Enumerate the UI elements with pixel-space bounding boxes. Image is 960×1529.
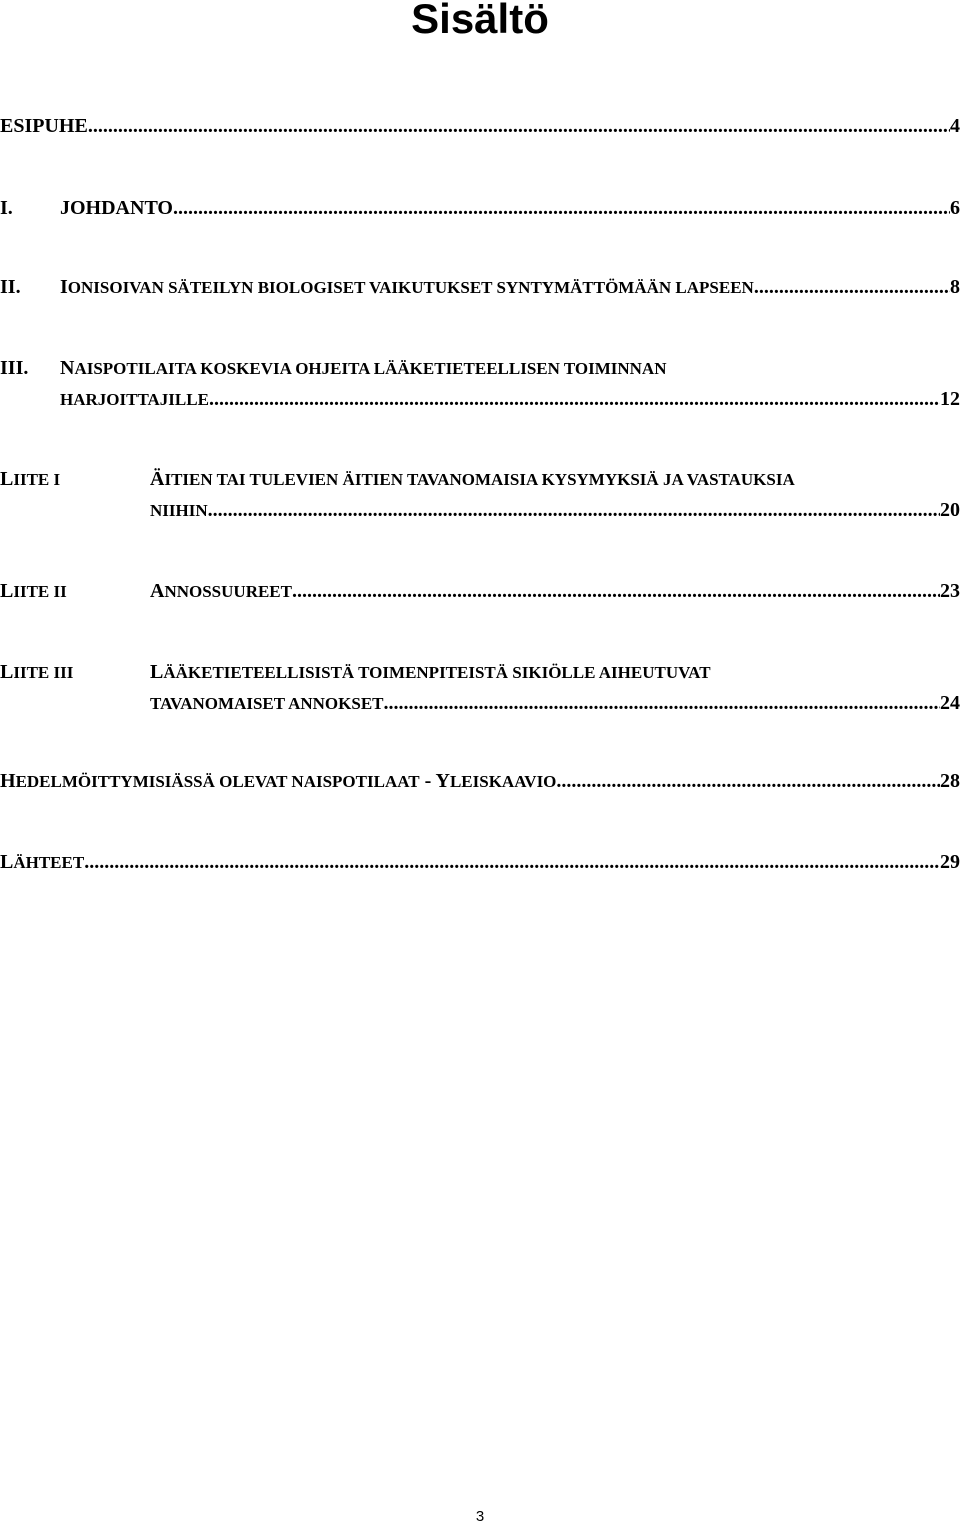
toc-label-initial: L bbox=[0, 661, 14, 683]
toc-text-initial: A bbox=[150, 580, 165, 602]
toc-label-rest: IITE II bbox=[13, 582, 67, 601]
page-number-footer: 3 bbox=[475, 1508, 485, 1525]
toc-entry-johdanto[interactable] bbox=[0, 194, 960, 222]
toc-text: JOHDANTO bbox=[60, 197, 173, 219]
toc-text-initial: L bbox=[0, 851, 14, 873]
toc-text-line2: NIIHIN bbox=[150, 501, 208, 520]
toc-text-initial: Ä bbox=[150, 468, 165, 490]
toc-text bbox=[60, 273, 754, 302]
toc-page-number: 20 bbox=[940, 499, 960, 521]
toc-chapter-number: II. bbox=[0, 276, 21, 298]
toc-entry-lahteet[interactable] bbox=[0, 848, 960, 877]
toc-leader-dots bbox=[173, 194, 950, 222]
toc-entry-ionisoivan[interactable] bbox=[0, 273, 960, 302]
toc-page-number: 24 bbox=[940, 692, 960, 714]
toc-text bbox=[0, 848, 84, 877]
toc-text bbox=[150, 465, 795, 494]
toc-text-rest: ÄHTEET bbox=[13, 853, 85, 872]
toc-text-initial: H bbox=[0, 770, 16, 792]
toc-page-number: 12 bbox=[940, 388, 960, 410]
toc-text-rest: ITIEN TAI TULEVIEN ÄITIEN TAVANOMAISIA KYSYMYKSIÄ JA VASTAUKSIA bbox=[164, 470, 795, 489]
toc-leader-dots bbox=[556, 767, 940, 795]
toc-chapter-number: III. bbox=[0, 357, 29, 379]
toc-leader-dots bbox=[209, 385, 940, 413]
toc-label-initial: L bbox=[0, 580, 14, 602]
toc-label-initial: L bbox=[0, 468, 14, 490]
toc-entry-liite-3[interactable] bbox=[0, 658, 960, 718]
toc-page-number: 4 bbox=[950, 115, 960, 137]
toc-text-rest: ÄÄKETIETEELLISISTÄ TOIMENPITEISTÄ SIKIÖLLE AIHEUTUVAT bbox=[163, 663, 711, 682]
toc-chapter-number: I. bbox=[0, 197, 13, 219]
document-title: Sisältö bbox=[411, 0, 549, 42]
toc-page-number: 6 bbox=[950, 197, 960, 219]
toc-text: ESIPUHE bbox=[0, 115, 88, 137]
toc-text-separator: - bbox=[419, 770, 436, 792]
toc-text bbox=[150, 658, 711, 687]
toc-leader-dots bbox=[88, 112, 950, 140]
toc-entry-liite-2[interactable] bbox=[0, 577, 960, 606]
toc-text-initial-2: Y bbox=[435, 770, 450, 792]
toc-label-rest: IITE III bbox=[13, 663, 74, 682]
toc-text-initial: L bbox=[150, 661, 164, 683]
toc-text-initial: I bbox=[60, 276, 68, 298]
toc-entry-naispotilaita[interactable] bbox=[0, 354, 960, 414]
toc-leader-dots bbox=[384, 689, 940, 717]
toc-text bbox=[0, 767, 556, 796]
toc-text-rest: ONISOIVAN SÄTEILYN BIOLOGISET VAIKUTUKSET SYNTYMÄTTÖMÄÄN LAPSEEN bbox=[67, 278, 754, 297]
toc-leader-dots bbox=[208, 496, 940, 524]
toc-appendix-label bbox=[0, 658, 150, 687]
toc-page-number: 23 bbox=[940, 580, 960, 602]
toc-entry-esipuhe[interactable] bbox=[0, 112, 960, 140]
toc-text-line2: TAVANOMAISET ANNOKSET bbox=[150, 694, 384, 713]
toc-leader-dots bbox=[754, 273, 950, 301]
toc-text bbox=[150, 577, 292, 606]
toc-leader-dots bbox=[84, 848, 940, 876]
toc-page-number: 29 bbox=[940, 851, 960, 873]
toc-text bbox=[60, 354, 666, 383]
toc-text-rest: EDELMÖITTYMISIÄSSÄ OLEVAT NAISPOTILAAT bbox=[15, 772, 420, 791]
toc-appendix-label bbox=[0, 577, 150, 606]
toc-text-initial: N bbox=[60, 357, 75, 379]
toc-appendix-label bbox=[0, 465, 150, 494]
toc-label-rest: IITE I bbox=[13, 470, 61, 489]
toc-page-number: 28 bbox=[940, 770, 960, 792]
toc-leader-dots bbox=[292, 577, 940, 605]
toc-text-line2: HARJOITTAJILLE bbox=[60, 390, 209, 409]
toc-text-rest: NNOSSUUREET bbox=[164, 582, 292, 601]
toc-page-number: 8 bbox=[950, 276, 960, 298]
toc-entry-hedelmoittymisiassa[interactable] bbox=[0, 767, 960, 796]
toc-entry-liite-1[interactable] bbox=[0, 465, 960, 525]
toc-text-rest: AISPOTILAITA KOSKEVIA OHJEITA LÄÄKETIETEELLISEN TOIMINNAN bbox=[74, 359, 667, 378]
toc-text-rest-2: LEISKAAVIO bbox=[449, 772, 557, 791]
